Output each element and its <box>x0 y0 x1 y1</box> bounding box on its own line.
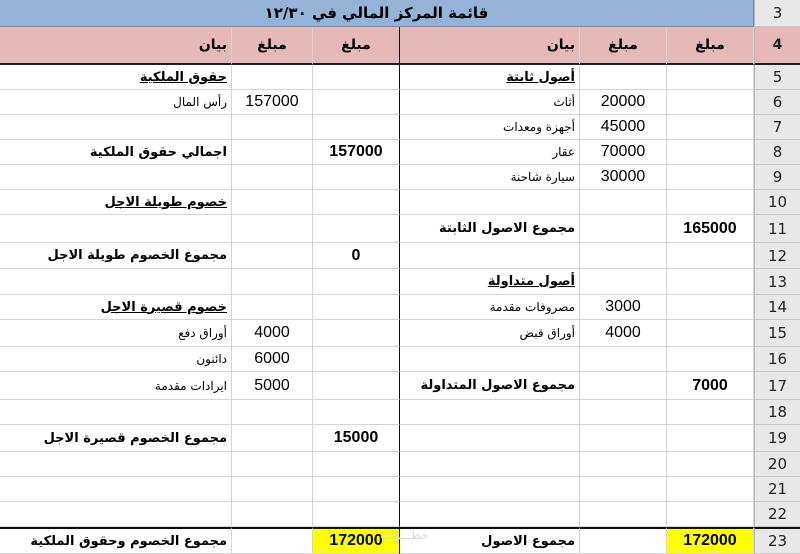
header-row <box>0 27 800 65</box>
realestate-label[interactable]: عقار <box>400 140 580 165</box>
cell[interactable] <box>667 269 754 295</box>
shortterm-total-value[interactable]: 15000 <box>313 425 400 452</box>
fixed-assets-title[interactable]: أصول ثابتة <box>400 65 580 90</box>
assets-grand-total-label[interactable]: مجموع الاصول <box>400 527 580 554</box>
cell[interactable] <box>400 347 580 372</box>
cell[interactable] <box>667 425 754 452</box>
equipment-label[interactable]: أجهزة ومعدات <box>400 115 580 140</box>
title-row <box>0 0 800 27</box>
sheet-row <box>0 502 800 527</box>
cell[interactable] <box>232 452 313 477</box>
sheet-row <box>0 425 800 452</box>
unearned-label[interactable]: ايرادات مقدمة <box>0 372 232 400</box>
sheet-row <box>0 477 800 502</box>
current-assets-title[interactable]: أصول متداولة <box>400 269 580 295</box>
sheet-row <box>0 190 800 215</box>
row-header[interactable]: 7 <box>754 115 800 140</box>
cell[interactable] <box>232 527 313 554</box>
cell[interactable] <box>313 165 400 190</box>
cell[interactable] <box>0 165 232 190</box>
sheet-row <box>0 90 800 115</box>
capital-value[interactable]: 157000 <box>232 90 313 115</box>
cell[interactable] <box>313 65 400 90</box>
cell[interactable] <box>313 190 400 215</box>
cell[interactable] <box>313 320 400 347</box>
cell[interactable] <box>667 400 754 425</box>
cell[interactable] <box>0 400 232 425</box>
cell[interactable] <box>313 295 400 320</box>
cell[interactable] <box>0 269 232 295</box>
cell[interactable] <box>313 400 400 425</box>
sheet-title[interactable]: قائمة المركز المالي في ١٢/٣٠ <box>0 0 754 27</box>
row-header[interactable]: 18 <box>754 400 800 425</box>
cell[interactable] <box>313 477 400 502</box>
row-header[interactable]: 4 <box>754 27 800 65</box>
row-header[interactable]: 9 <box>754 165 800 190</box>
furniture-label[interactable]: أثاث <box>400 90 580 115</box>
cell[interactable] <box>313 452 400 477</box>
cell[interactable] <box>580 190 667 215</box>
cell[interactable] <box>232 115 313 140</box>
cell[interactable] <box>667 115 754 140</box>
cell[interactable] <box>313 90 400 115</box>
cell[interactable] <box>400 243 580 269</box>
assets-grand-total-value[interactable]: 172000 <box>667 527 754 554</box>
prepaid-label[interactable]: مصروفات مقدمة <box>400 295 580 320</box>
cell[interactable] <box>580 477 667 502</box>
header-right-statement[interactable]: بيان <box>400 27 580 65</box>
cell[interactable] <box>232 140 313 165</box>
row-header[interactable]: 19 <box>754 425 800 452</box>
longterm-total-label[interactable]: مجموع الخصوم طويلة الاجل <box>0 243 232 269</box>
cell[interactable] <box>232 502 313 527</box>
cell[interactable] <box>667 295 754 320</box>
row-header[interactable]: 13 <box>754 269 800 295</box>
cell[interactable] <box>400 425 580 452</box>
watermark: خطـــوات <box>380 528 429 542</box>
cell[interactable] <box>580 527 667 554</box>
receivables-value[interactable]: 4000 <box>580 320 667 347</box>
furniture-value[interactable]: 20000 <box>580 90 667 115</box>
cell[interactable] <box>0 452 232 477</box>
cell[interactable] <box>0 215 232 243</box>
sheet-row <box>0 372 800 400</box>
cell[interactable] <box>580 215 667 243</box>
sheet-row <box>0 452 800 477</box>
row-header[interactable]: 10 <box>754 190 800 215</box>
liabilities-grand-total-label[interactable]: مجموع الخصوم وحقوق الملكية <box>0 527 232 554</box>
row-header[interactable]: 15 <box>754 320 800 347</box>
cell[interactable] <box>667 190 754 215</box>
row-header[interactable]: 12 <box>754 243 800 269</box>
receivables-label[interactable]: أوراق قبض <box>400 320 580 347</box>
row-header[interactable]: 21 <box>754 477 800 502</box>
sheet-row <box>0 400 800 425</box>
cell[interactable] <box>313 115 400 140</box>
cell[interactable] <box>232 215 313 243</box>
cell[interactable] <box>580 243 667 269</box>
cell[interactable] <box>400 190 580 215</box>
row-header[interactable]: 11 <box>754 215 800 243</box>
cell[interactable] <box>667 452 754 477</box>
truck-value[interactable]: 30000 <box>580 165 667 190</box>
payables-value[interactable]: 4000 <box>232 320 313 347</box>
cell[interactable] <box>580 372 667 400</box>
cell[interactable] <box>667 243 754 269</box>
row-header[interactable]: 22 <box>754 502 800 527</box>
current-total-value[interactable]: 7000 <box>667 372 754 400</box>
cell[interactable] <box>313 502 400 527</box>
cell[interactable] <box>580 502 667 527</box>
cell[interactable] <box>232 269 313 295</box>
cell[interactable] <box>232 400 313 425</box>
sheet-row <box>0 140 800 165</box>
longterm-total-value[interactable]: 0 <box>313 243 400 269</box>
realestate-value[interactable]: 70000 <box>580 140 667 165</box>
cell[interactable] <box>667 320 754 347</box>
cell[interactable] <box>580 269 667 295</box>
truck-label[interactable]: سيارة شاحنة <box>400 165 580 190</box>
cell[interactable] <box>667 90 754 115</box>
cell[interactable] <box>313 269 400 295</box>
row-header[interactable]: 16 <box>754 347 800 372</box>
equity-total-label[interactable]: اجمالي حقوق الملكية <box>0 140 232 165</box>
cell[interactable] <box>580 425 667 452</box>
cell[interactable] <box>313 347 400 372</box>
fixed-total-label[interactable]: مجموع الاصول الثابتة <box>400 215 580 243</box>
sheet-row <box>0 65 800 90</box>
row-header[interactable]: 17 <box>754 372 800 400</box>
cell[interactable] <box>667 502 754 527</box>
cell[interactable] <box>667 165 754 190</box>
current-total-label[interactable]: مجموع الاصول المتداولة <box>400 372 580 400</box>
sheet-row <box>0 243 800 269</box>
cell[interactable] <box>232 190 313 215</box>
equity-title[interactable]: حقوق الملكية <box>0 65 232 90</box>
row-header[interactable]: 14 <box>754 295 800 320</box>
cell[interactable] <box>0 477 232 502</box>
cell[interactable] <box>400 502 580 527</box>
equity-total-value[interactable]: 157000 <box>313 140 400 165</box>
sheet-row <box>0 165 800 190</box>
cell[interactable] <box>580 347 667 372</box>
shortterm-title[interactable]: خصوم قصيرة الاجل <box>0 295 232 320</box>
cell[interactable] <box>667 65 754 90</box>
creditors-value[interactable]: 6000 <box>232 347 313 372</box>
cell[interactable] <box>232 243 313 269</box>
cell[interactable] <box>313 372 400 400</box>
cell[interactable] <box>667 140 754 165</box>
cell[interactable] <box>580 65 667 90</box>
header-right-amount1[interactable]: مبلغ <box>667 27 754 65</box>
fixed-total-value[interactable]: 165000 <box>667 215 754 243</box>
sheet-row <box>0 115 800 140</box>
cell[interactable] <box>400 477 580 502</box>
sheet-row <box>0 320 800 347</box>
creditors-label[interactable]: دائنون <box>0 347 232 372</box>
cell[interactable] <box>580 452 667 477</box>
header-left-amount1[interactable]: مبلغ <box>232 27 313 65</box>
unearned-value[interactable]: 5000 <box>232 372 313 400</box>
row-header[interactable]: 6 <box>754 90 800 115</box>
payables-label[interactable]: أوراق دفع <box>0 320 232 347</box>
equipment-value[interactable]: 45000 <box>580 115 667 140</box>
cell[interactable] <box>0 502 232 527</box>
cell[interactable] <box>400 400 580 425</box>
sheet-row <box>0 215 800 243</box>
header-left-statement[interactable]: بيان <box>0 27 232 65</box>
row-header[interactable]: 23 <box>754 527 800 554</box>
cell[interactable] <box>667 347 754 372</box>
sheet-row <box>0 295 800 320</box>
row-header[interactable]: 20 <box>754 452 800 477</box>
longterm-title[interactable]: خصوم طويلة الاجل <box>0 190 232 215</box>
cell[interactable] <box>580 400 667 425</box>
cell[interactable] <box>232 295 313 320</box>
row-header[interactable]: 3 <box>754 0 800 27</box>
cell[interactable] <box>232 477 313 502</box>
cell[interactable] <box>0 115 232 140</box>
header-left-amount2[interactable]: مبلغ <box>313 27 400 65</box>
cell[interactable] <box>232 425 313 452</box>
sheet-row <box>0 269 800 295</box>
liabilities-grand-total-value[interactable]: 172000 <box>313 527 400 554</box>
cell[interactable] <box>667 477 754 502</box>
cell[interactable] <box>232 65 313 90</box>
header-right-amount2[interactable]: مبلغ <box>580 27 667 65</box>
sheet-row <box>0 347 800 372</box>
row-header[interactable]: 8 <box>754 140 800 165</box>
shortterm-total-label[interactable]: مجموع الخصوم قصيرة الاجل <box>0 425 232 452</box>
cell[interactable] <box>313 215 400 243</box>
cell[interactable] <box>400 452 580 477</box>
row-header[interactable]: 5 <box>754 65 800 90</box>
prepaid-value[interactable]: 3000 <box>580 295 667 320</box>
capital-label[interactable]: رأس المال <box>0 90 232 115</box>
cell[interactable] <box>232 165 313 190</box>
